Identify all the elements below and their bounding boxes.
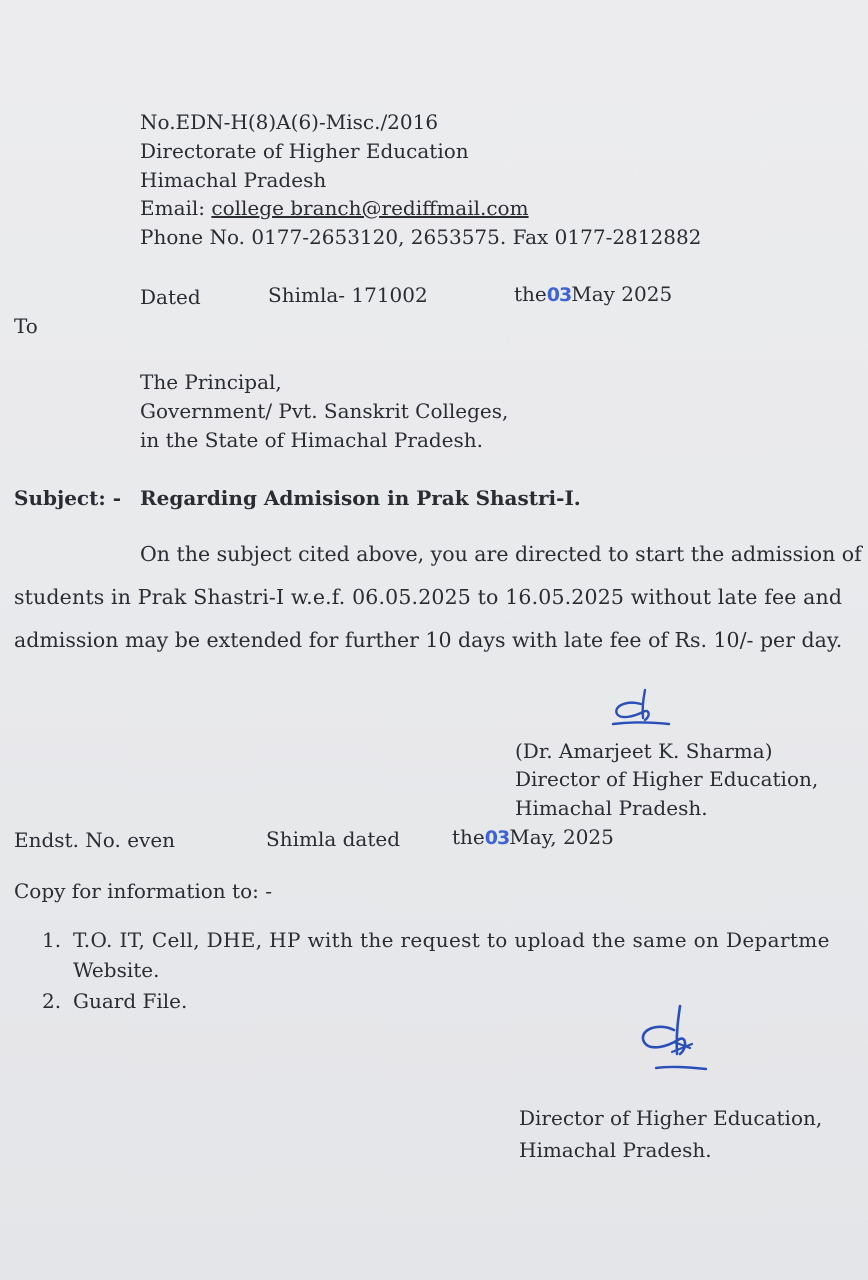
subject-label: Subject: - bbox=[14, 486, 121, 510]
dated-label: Dated bbox=[140, 285, 201, 309]
email-line bbox=[140, 194, 529, 223]
office-name: Directorate of Higher Education bbox=[140, 139, 469, 163]
addressee-line: Government/ Pvt. Sanskrit Colleges, bbox=[140, 399, 509, 423]
body-line: students in Prak Shastri-I w.e.f. 06.05.2025 to 16.05.2025 without late fee and bbox=[14, 585, 843, 609]
endorsement-number: Endst. No. even bbox=[14, 828, 176, 852]
to-label: To bbox=[14, 314, 38, 338]
signatory-title: Director of Higher Education, bbox=[515, 767, 819, 791]
addressee-line: The Principal, bbox=[140, 370, 282, 394]
addressee-line: in the State of Himachal Pradesh. bbox=[140, 428, 484, 452]
signatory-state: Himachal Pradesh. bbox=[515, 796, 708, 820]
handwritten-day: 03 bbox=[546, 284, 572, 306]
endorsement-the: the bbox=[452, 825, 485, 849]
reference-number: No.EDN-H(8)A(6)-Misc./2016 bbox=[140, 110, 439, 134]
copy-item-number: 1. bbox=[42, 928, 62, 952]
email-label: Email: bbox=[140, 196, 206, 220]
copy-item-text: T.O. IT, Cell, DHE, HP with the request to upload the same on Departme bbox=[73, 928, 830, 952]
footer-signatory-title: Director of Higher Education, bbox=[519, 1106, 823, 1130]
signatory-name: (Dr. Amarjeet K. Sharma) bbox=[515, 739, 773, 763]
signature-icon bbox=[605, 686, 675, 732]
copy-item-number: 2. bbox=[42, 989, 62, 1013]
footer-signatory-state: Himachal Pradesh. bbox=[519, 1138, 712, 1162]
signature-icon bbox=[630, 1000, 710, 1074]
dated-month-year: May 2025 bbox=[571, 282, 673, 306]
copy-label: Copy for information to: - bbox=[14, 879, 272, 903]
dated-place: Shimla- 171002 bbox=[268, 283, 428, 307]
office-state: Himachal Pradesh bbox=[140, 168, 327, 192]
body-line: admission may be extended for further 10 days with late fee of Rs. 10/- per day. bbox=[14, 628, 843, 652]
copy-item-continuation: Website. bbox=[73, 958, 160, 982]
endorsement-month-year: May, 2025 bbox=[509, 825, 614, 849]
endorsement-place: Shimla dated bbox=[266, 827, 401, 851]
email-address: college branch@rediffmail.com bbox=[211, 196, 529, 220]
endorsement-date bbox=[452, 823, 614, 853]
copy-item-text: Guard File. bbox=[73, 989, 188, 1013]
body-line: On the subject cited above, you are directed to start the admission of bbox=[140, 542, 862, 566]
dated-date bbox=[514, 280, 672, 310]
dated-the: the bbox=[514, 282, 547, 306]
handwritten-day: 03 bbox=[484, 827, 510, 849]
subject-text: Regarding Admisison in Prak Shastri-I. bbox=[140, 486, 581, 510]
phone-line: Phone No. 0177-2653120, 2653575. Fax 0177-2812882 bbox=[140, 225, 702, 249]
